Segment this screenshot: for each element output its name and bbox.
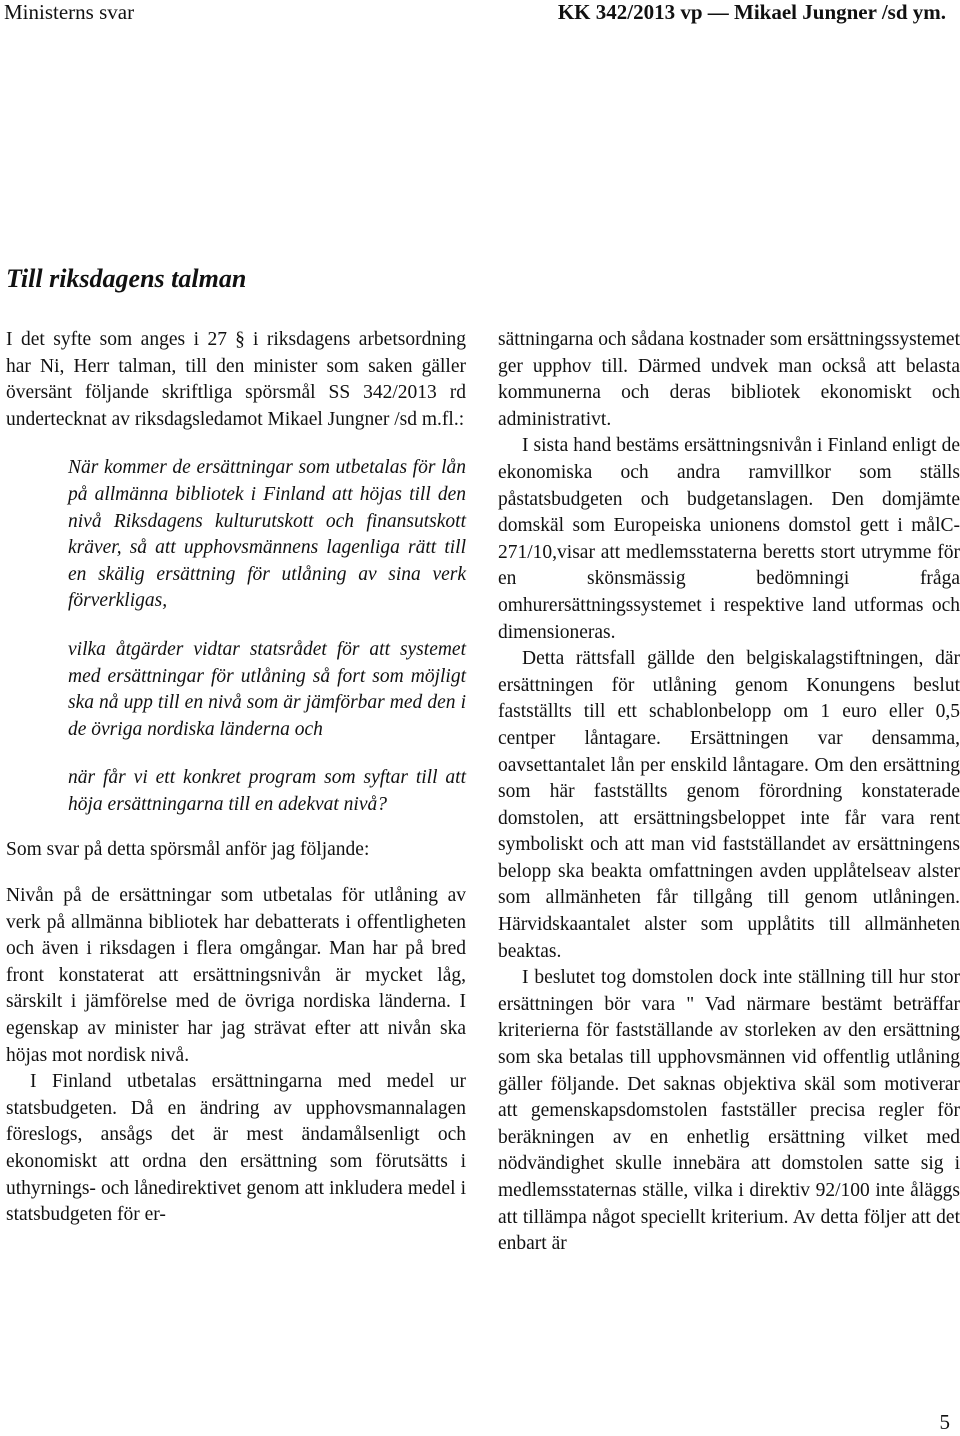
continued-paragraph: sättningarna och sådana kostnader som ersättningssystemet ger upphov till. Därmed undvek man också att belasta kommunerna och deras bibliotek ekonomiskt och administrativt. <box>498 329 960 430</box>
intro-text-start: I det syfte som anges i 27 <box>6 329 227 350</box>
right-column <box>498 327 960 1258</box>
answer-paragraph-4: Detta rättsfall gällde den belgiskalagstiftningen, där ersättningen för utlåning genom Konungens beslut fastställts till ett schablonbelopp om 1 euro eller 0,5 centper låntagare. Ersättningen var densamma, oavsettantalet lån per enskild låntagare. Om den ersättning som här fastställts genom förordning konstaterade domstolen, att ersättningsbeloppet inte får vara rent symboliskt och att man vid fastställandet av ersättningens belopp ska beakta omfattningen avden upplåtelseav alster som allmänheten får tillgång till genom utlåningen. Härvidskaantalet alster som upplåtits till allmänheten beaktas. <box>498 648 960 962</box>
running-header-left: Ministerns svar <box>4 0 135 24</box>
intro-paragraph <box>6 327 466 433</box>
section-sign-symbol: § <box>235 329 245 350</box>
question-1: När kommer de ersättningar som utbetalas för lån på allmänna bibliotek i Finland att höjas till den nivå Riksdagens kulturutskott och finansutskott kräver, så att upphovsmännens lagenliga rätt till en skälig ersättning för utlåning av sina verk förverkligas, <box>68 457 466 612</box>
question-2: vilka åtgärder vidtar statsrådet för att systemet med ersättningar för utlåning så fort som möjligt ska nå upp till en nivå som är jämförbar med den i de övriga nordiska länderna och <box>68 638 466 740</box>
answer-paragraph-2: I Finland utbetalas ersättningarna med medel ur statsbudgeten. Då en ändring av upphovsmannalagen föreslogs, ansågs det är mest ändamålsenligt och ekonomiskt att ordna den ersättning som förutsätts i uthyrnings- och lånedirektivet genom att inkludera medel i statsbudgeten för er- <box>6 1071 466 1226</box>
question-3: när får vi ett konkret program som syftar till att höja ersättningarna till en adekvat nivå? <box>68 767 466 815</box>
answer-paragraph-1: Nivån på de ersättningar som utbetalas för utlåning av verk på allmänna bibliotek har debatterats i offentligheten och även i riksdagen i flera omgångar. Man har på bred front konstaterat att ersättningsnivån är mycket låg, särskilt i jämförelse med de övriga nordiska länderna. I egenskap av minister har jag strävat efter att nivån ska höjas mot nordisk nivå. <box>6 885 466 1066</box>
document-heading: Till riksdagens talman <box>6 264 247 293</box>
answer-intro: Som svar på detta spörsmål anför jag följande: <box>6 838 370 860</box>
answer-paragraph-5: I beslutet tog domstolen dock inte ställning till hur stor ersättningen bör vara " Vad närmare bestämt beträffar kriterierna för fastställande av storleken av den ersättning som ska betalas till upphovsmännen vid offentlig utlåning gäller följande. Det saknas objektiva skäl som motiverar att gemenskapsdomstolen fastställer precisa regler för beräkningen av en enhetlig ersättning vilket med nödvändighet skulle innebära att domstolen satte sig i medlemsstaternas ställe, vilka i direktiv 92/100 inte åläggs att tillämpa något speciellt kriterium. Av detta följer att det enbart är <box>498 967 960 1255</box>
answer-paragraph-3: I sista hand bestäms ersättningsnivån i Finland enligt de ekonomiska och andra ramvillkor som ställs påstatsbudgeten och budgetanslagen. Den domjämte domskäl som Europeiska unionens domstol gett i målC-271/10,visar att medlemsstaterna beretts stort utrymme för en skönsmässig bedömningi fråga omhurersättningssystemet i respektive land utformas och dimensioneras. <box>498 435 960 643</box>
intro-text-end: i riksdagens arbetsordning har Ni, Herr talman, till den minister som saken gäller översänt följande skriftliga spörsmål SS 342/2013 rd undertecknat av riksdagsledamot Mikael Jungner /sd m.fl.: <box>6 329 466 430</box>
page-number: 5 <box>939 1410 950 1434</box>
running-header-right: KK 342/2013 vp — Mikael Jungner /sd ym. <box>557 0 946 24</box>
left-column <box>6 327 466 1229</box>
